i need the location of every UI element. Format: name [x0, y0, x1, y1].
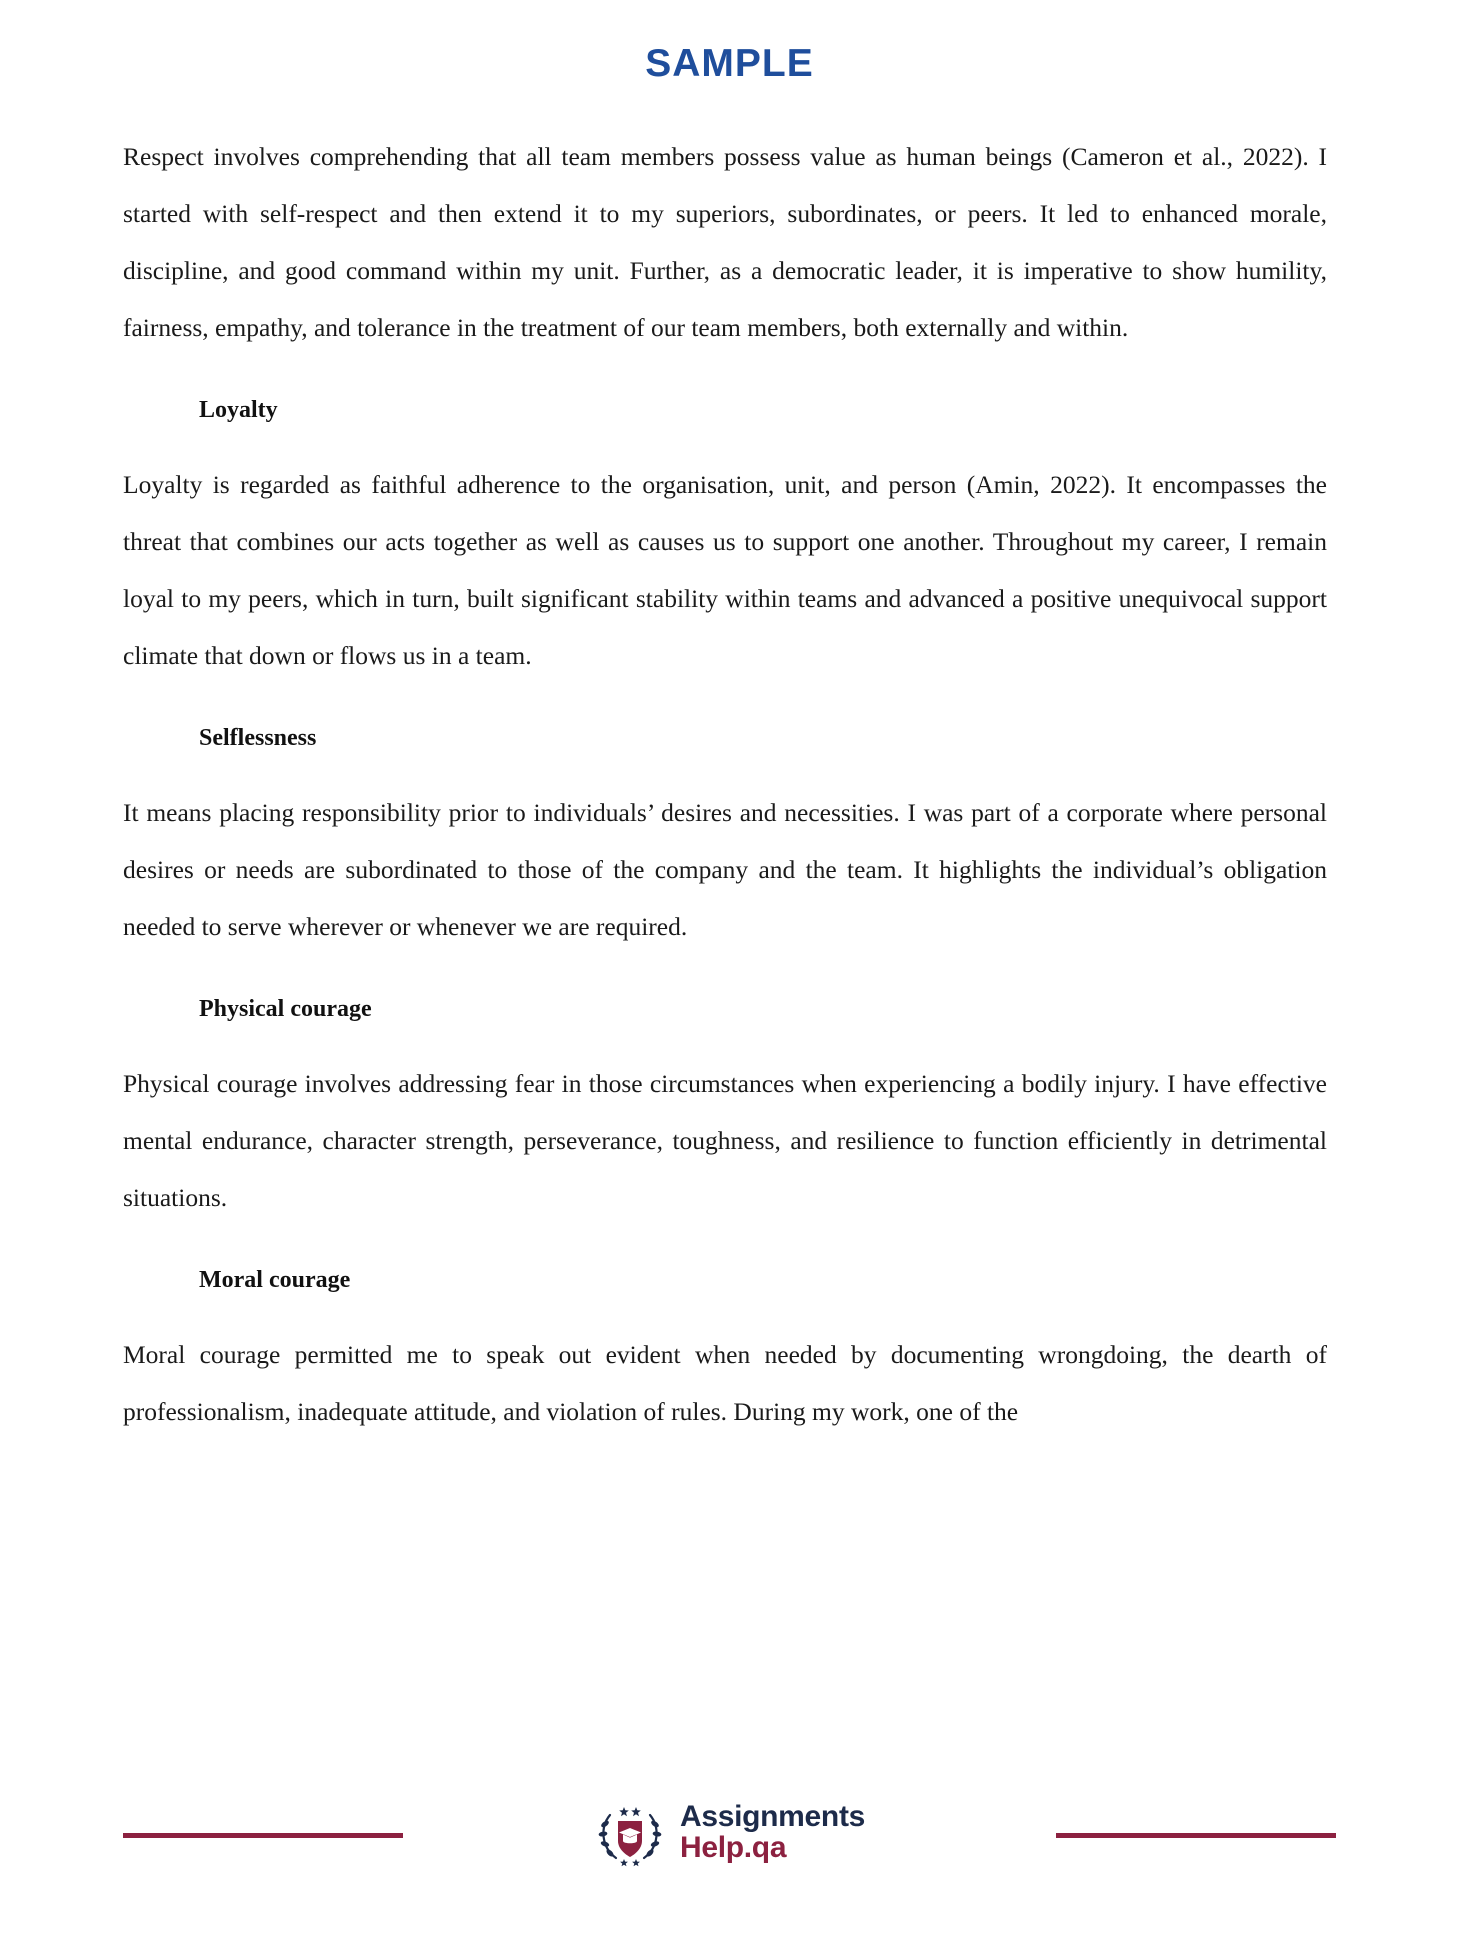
- paragraph-loyalty: Loyalty is regarded as faithful adherence to the organisation, unit, and person (Amin, 2022). It encompasses the threat that combines our acts together as well as causes us to support one another. Throughout my career, I remain loyal to my peers, which in turn, built significant stability within teams and advanced a positive unequivocal support climate that down or flows us in a team.: [123, 470, 1327, 670]
- heading-physical-courage: Physical courage: [199, 996, 372, 1022]
- footer-brand-line1: Assignments: [679, 1800, 866, 1834]
- page-footer: [0, 1773, 1459, 1893]
- document-body: [123, 128, 1327, 1440]
- paragraph-respect: Respect involves comprehending that all team members possess value as human beings (Cameron et al., 2022). I started with self-respect and then extend it to my superiors, subordinates, or peers. It led to enhanced morale, discipline, and good command within my unit. Further, as a democratic leader, it is imperative to show humility, fairness, empathy, and tolerance in the treatment of our team members, both externally and within.: [123, 142, 1327, 342]
- page-title: SAMPLE: [645, 42, 814, 85]
- paragraph-physical-courage: Physical courage involves addressing fear in those circumstances when experiencing a bodily injury. I have effective mental endurance, character strength, perseverance, toughness, and resilience to function efficiently in detrimental situations.: [123, 1069, 1327, 1212]
- footer-rule-right: [1056, 1833, 1336, 1838]
- heading-loyalty: Loyalty: [199, 397, 278, 423]
- footer-brand-line2: Help.qa: [679, 1831, 787, 1864]
- paragraph-selflessness: It means placing responsibility prior to individuals’ desires and necessities. I was part of a corporate where personal desires or needs are subordinated to those of the company and the team. It highlights the individual’s obligation needed to serve wherever or whenever we are required.: [123, 798, 1327, 941]
- footer-rule-left: [123, 1833, 403, 1838]
- laurel-crest-icon: [594, 1797, 666, 1869]
- paragraph-moral-courage: Moral courage permitted me to speak out evident when needed by documenting wrongdoing, the dearth of professionalism, inadequate attitude, and violation of rules. During my work, one of the: [123, 1340, 1327, 1426]
- heading-moral-courage: Moral courage: [199, 1267, 351, 1293]
- heading-selflessness: Selflessness: [199, 725, 317, 751]
- footer-logo: [576, 1797, 883, 1869]
- footer-brand-text: [680, 1802, 865, 1863]
